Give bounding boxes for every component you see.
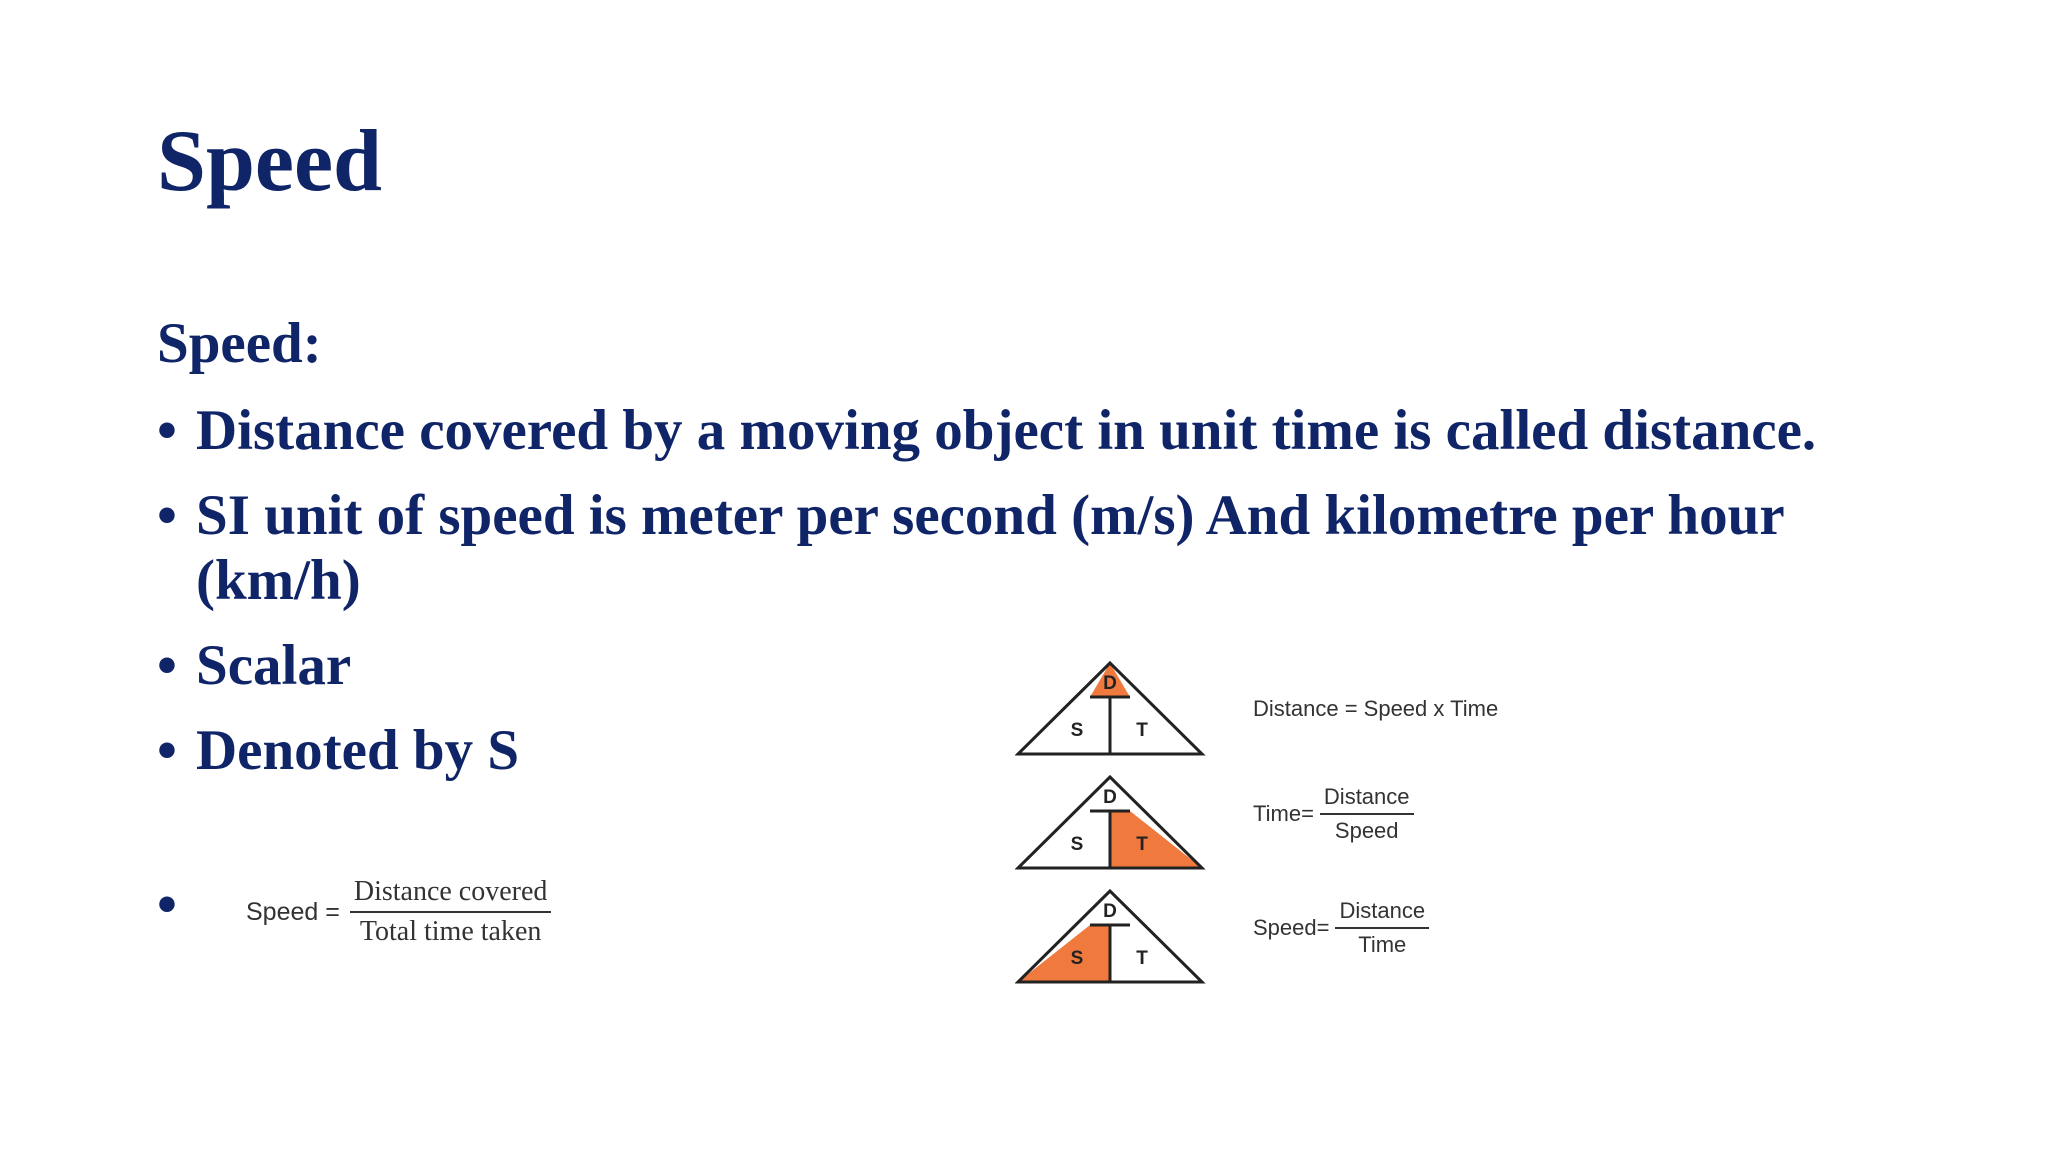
fraction-bar [1320,813,1414,815]
triangle-letter-t: T [1136,948,1148,969]
bullet-dot: • [157,484,177,547]
triangle-left-section [1018,811,1110,868]
triangle-letter-d: D [1103,673,1117,694]
speed-eq-denominator: Time [1358,932,1407,957]
time-eq-lhs: Time= [1253,801,1314,826]
speed-eq-fraction [1335,898,1429,958]
fraction-bar [1335,927,1429,929]
dst-triangle-icon [1015,772,1215,872]
bullet-dot: • [157,399,177,462]
triangle-right-section [1110,925,1202,982]
bullet-text: Scalar [196,634,352,697]
triangle-right-section [1110,811,1202,868]
bullet-text: SI unit of speed is meter per second (m/s) And kilometre per hour (km/h) [196,484,1784,612]
triangle-letter-d: D [1103,787,1117,808]
bullet-text: Distance covered by a moving object in unit time is called distance. [196,399,1817,462]
formula-fraction [350,876,552,948]
speed-eq-lhs: Speed= [1253,915,1330,940]
time-eq-denominator: Speed [1334,818,1399,843]
dst-triangle-icon [1015,886,1215,986]
formula-denominator: Total time taken [359,916,542,947]
fraction-bar [350,911,552,913]
dst-triangle-icon [1015,658,1215,758]
speed-formula [246,876,551,948]
formula-numerator: Distance covered [353,876,548,907]
triangle-left-section [1018,925,1110,982]
triangle-letter-s: S [1070,948,1084,969]
triangle-letter-t: T [1136,720,1148,741]
triangle-row-speed [1015,886,1615,976]
speed-eq-numerator: Distance [1339,898,1426,923]
time-eq-fraction [1320,784,1414,844]
triangle-letter-s: S [1070,720,1084,741]
distance-equation: Distance = Speed x Time [1253,696,1499,721]
bullet-dot: • [157,873,177,936]
slide-subtitle: Speed: [157,312,322,375]
time-eq-numerator: Distance [1323,784,1410,809]
bullet-dot: • [157,634,177,697]
bullet-text: Denoted by S [196,719,520,782]
triangle-left-section [1018,697,1110,754]
triangle-letter-t: T [1136,834,1148,855]
bullet-dot: • [157,719,177,782]
triangle-letter-d: D [1103,901,1117,922]
bullet-item [157,398,1917,463]
speed-equation [1253,898,1429,958]
triangle-row-time [1015,772,1615,862]
triangle-row-distance [1015,658,1615,748]
formula-lhs: Speed = [246,897,340,926]
triangle-right-section [1110,697,1202,754]
slide-title: Speed [157,113,382,210]
time-equation [1253,784,1414,844]
bullet-item [157,483,1917,613]
triangle-letter-s: S [1070,834,1084,855]
